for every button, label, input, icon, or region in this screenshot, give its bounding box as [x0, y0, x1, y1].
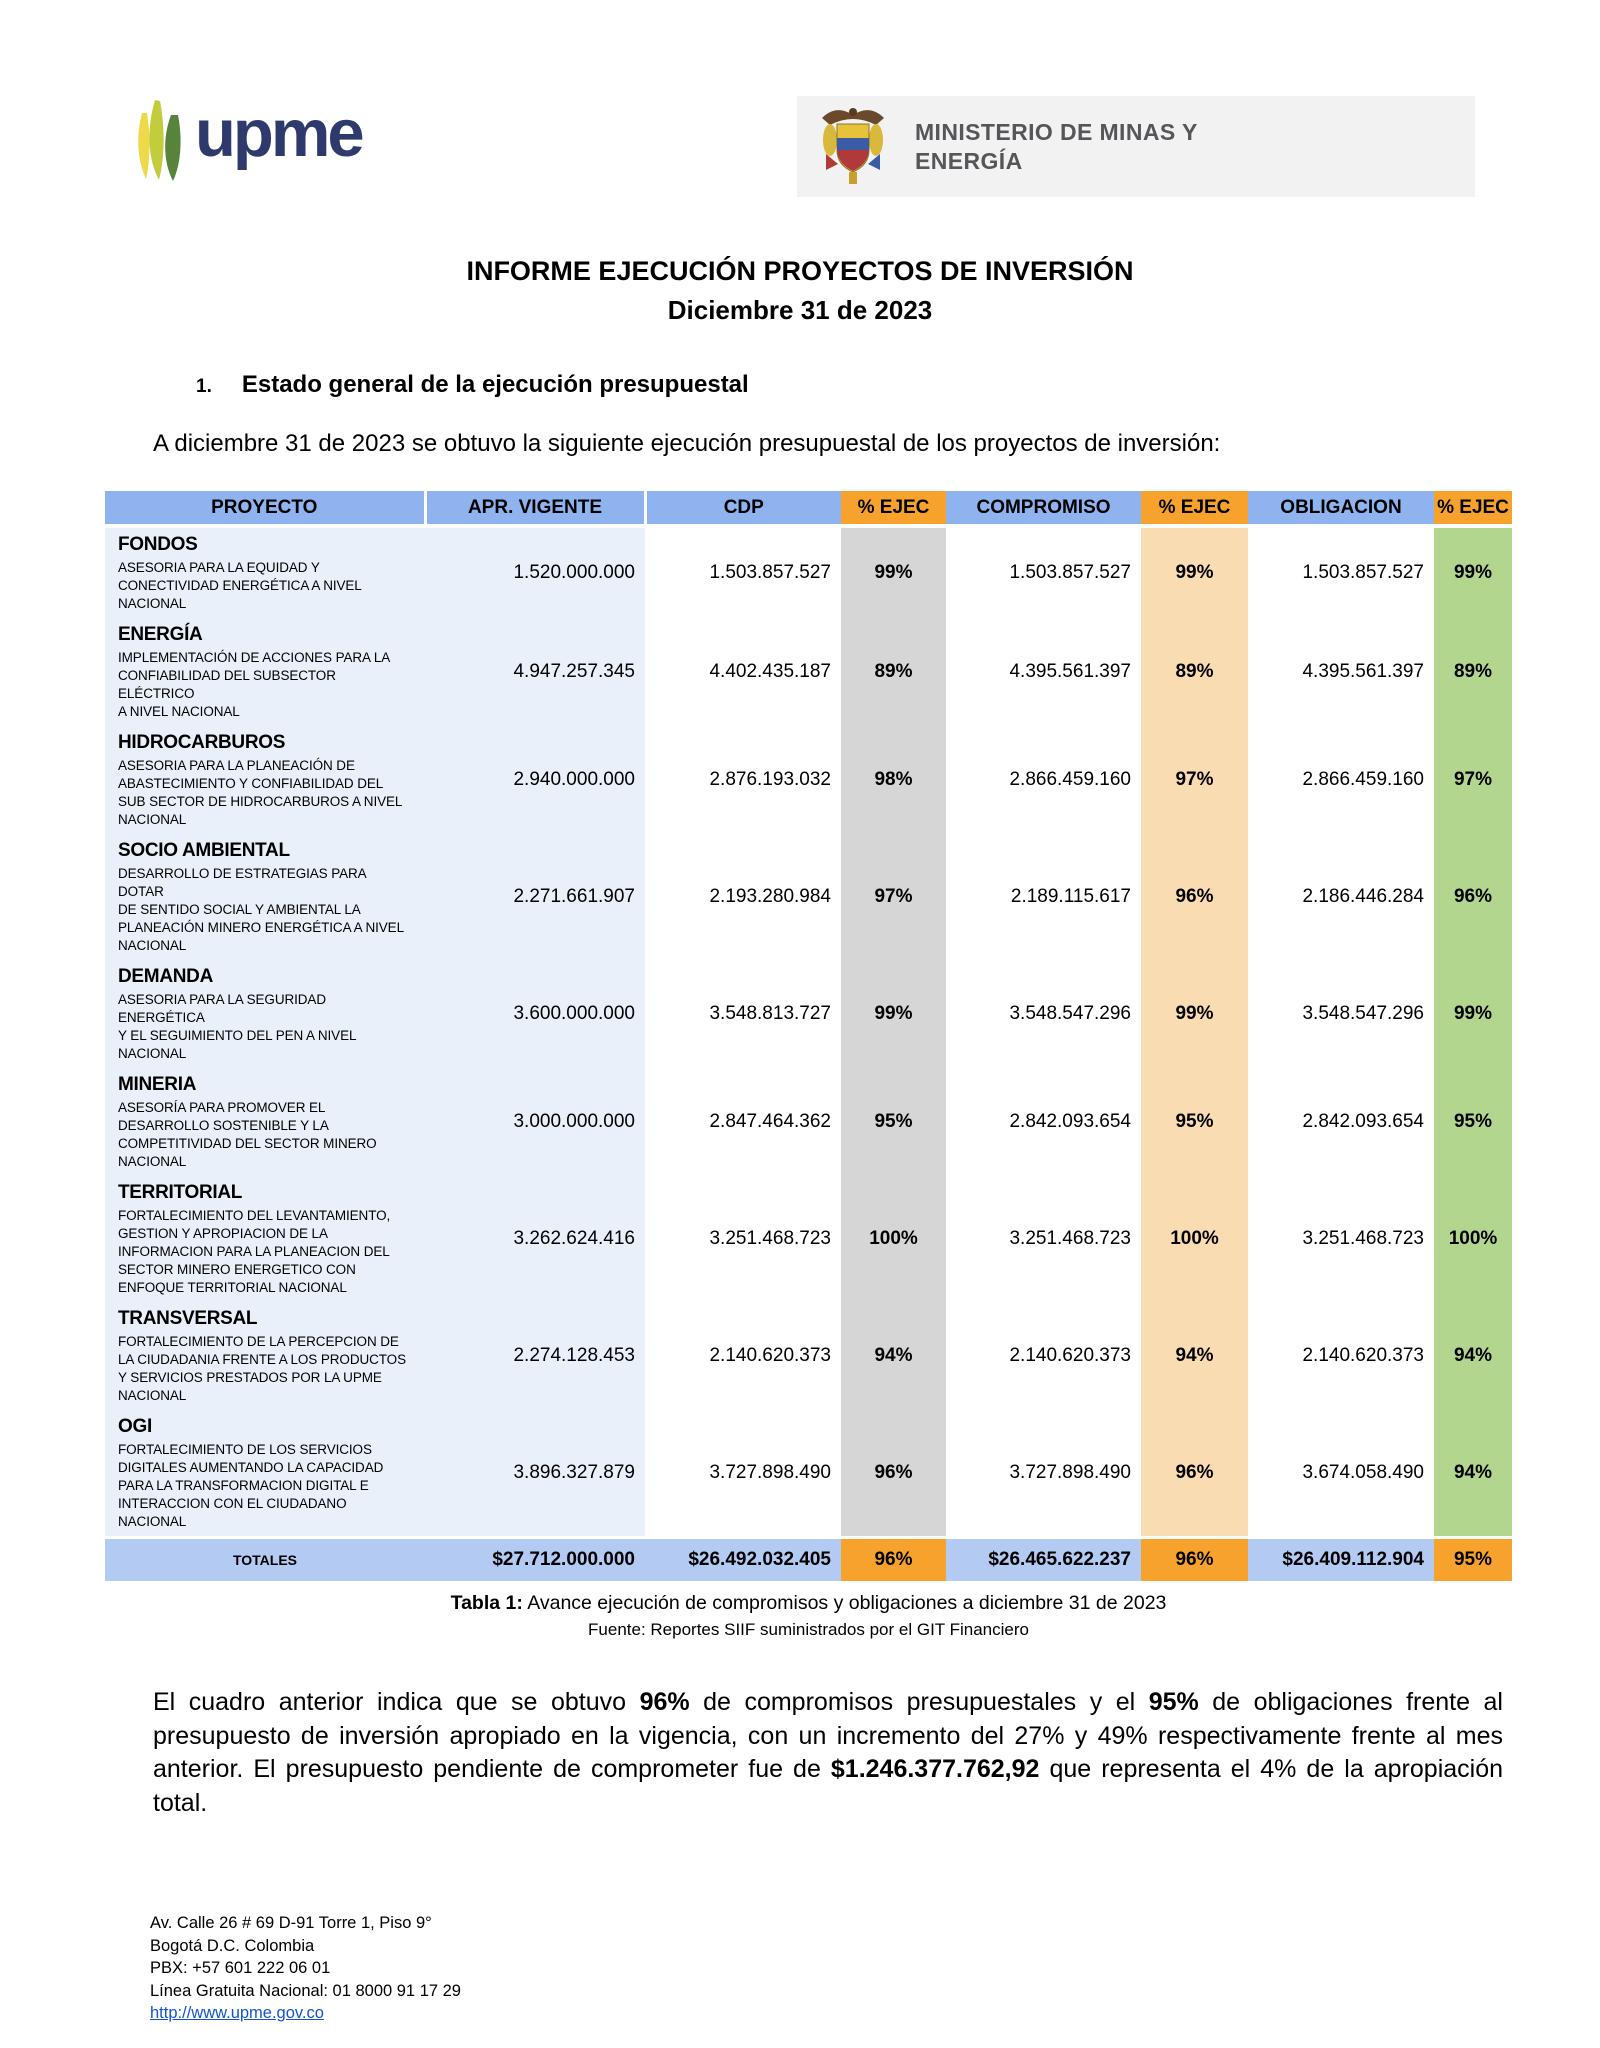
ejec-compromiso-cell: 100%: [1141, 1176, 1248, 1302]
table-caption: [105, 1592, 1512, 1640]
apr-vigente-cell: 3.000.000.000: [425, 1068, 645, 1176]
project-description: IMPLEMENTACIÓN DE ACCIONES PARA LA CONFIABILIDAD DEL SUBSECTOR ELÉCTRICO A NIVEL NACIONAL: [118, 650, 391, 719]
col-header-compromiso: COMPROMISO: [946, 491, 1141, 526]
page-header: [0, 0, 1600, 200]
footer-address: Av. Calle 26 # 69 D-91 Torre 1, Piso 9°: [150, 1914, 432, 1932]
apr-vigente-cell: 2.940.000.000: [425, 726, 645, 834]
totals-ejec-cdp: 96%: [841, 1538, 946, 1582]
apr-vigente-cell: 4.947.257.345: [425, 618, 645, 726]
ejec-compromiso-cell: 97%: [1141, 726, 1248, 834]
apr-vigente-cell: 1.520.000.000: [425, 526, 645, 618]
compromiso-cell: 2.866.459.160: [946, 726, 1141, 834]
project-cell: [105, 960, 425, 1068]
col-header-obligacion: OBLIGACION: [1248, 491, 1434, 526]
project-row: [105, 526, 1512, 618]
project-row: [105, 1176, 1512, 1302]
project-description: FORTALECIMIENTO DE LOS SERVICIOS DIGITALES AUMENTANDO LA CAPACIDAD PARA LA TRANSFORMACION DIGITAL E INTERACCION CON EL CIUDADANO NACIONAL: [118, 1442, 384, 1529]
project-category: TRANSVERSAL: [118, 1308, 258, 1329]
project-description: FORTALECIMIENTO DEL LEVANTAMIENTO, GESTION Y APROPIACION DE LA INFORMACION PARA LA PLANEACION DEL SECTOR MINERO ENERGETICO CON ENFOQUE TERRITORIAL NACIONAL: [118, 1208, 391, 1295]
obligacion-cell: 2.866.459.160: [1248, 726, 1434, 834]
upme-leaf-icon: [133, 86, 191, 188]
project-row: [105, 960, 1512, 1068]
project-category: HIDROCARBUROS: [118, 732, 286, 753]
project-description: ASESORIA PARA LA EQUIDAD Y CONECTIVIDAD ENERGÉTICA A NIVEL NACIONAL: [118, 560, 362, 611]
ejec-cdp-cell: 99%: [841, 960, 946, 1068]
project-category: ENERGÍA: [118, 624, 203, 645]
project-cell: [105, 1176, 425, 1302]
obligacion-cell: 2.842.093.654: [1248, 1068, 1434, 1176]
project-description: FORTALECIMIENTO DE LA PERCEPCION DE LA CIUDADANIA FRENTE A LOS PRODUCTOS Y SERVICIOS PRESTADOS POR LA UPME NACIONAL: [118, 1334, 406, 1403]
footer-hotline: Línea Gratuita Nacional: 01 8000 91 17 29: [150, 1981, 461, 2000]
project-category: TERRITORIAL: [118, 1182, 243, 1203]
ejec-obligacion-cell: 95%: [1434, 1068, 1512, 1176]
table-totals: [105, 1538, 1512, 1582]
project-cell: [105, 1410, 425, 1538]
project-category: DEMANDA: [118, 966, 214, 987]
totals-ejec-compromiso: 96%: [1141, 1538, 1248, 1582]
budget-execution-table: [105, 491, 1512, 1581]
ejec-cdp-cell: 98%: [841, 726, 946, 834]
project-row: [105, 1410, 1512, 1538]
ministry-logo-box: [797, 96, 1475, 197]
upme-website-link[interactable]: http://www.upme.gov.co: [150, 2004, 324, 2022]
project-cell: [105, 1302, 425, 1410]
totals-compromiso: $26.465.622.237: [946, 1538, 1141, 1582]
cdp-cell: 3.548.813.727: [645, 960, 841, 1068]
totals-apr-vigente: $27.712.000.000: [425, 1538, 645, 1582]
ejec-obligacion-cell: 100%: [1434, 1176, 1512, 1302]
obligacion-cell: 2.140.620.373: [1248, 1302, 1434, 1410]
compromiso-cell: 3.548.547.296: [946, 960, 1141, 1068]
ejec-compromiso-cell: 95%: [1141, 1068, 1248, 1176]
cdp-cell: 3.251.468.723: [645, 1176, 841, 1302]
closing-paragraph: El cuadro anterior indica que se obtuvo 96% de compromisos presupuestales y el 95% de obligaciones frente al presupuesto de inversión apropiado en la vigencia, con un incremento del 27% y 49% respectivamente frente al mes anterior. El presupuesto pendiente de comprometer fue de $1.246.377.762,92 que representa el 4% de la apropiación total.: [153, 1688, 1504, 1817]
table-caption-label: Tabla 1:: [450, 1592, 523, 1614]
obligacion-cell: 2.186.446.284: [1248, 834, 1434, 960]
compromiso-cell: 4.395.561.397: [946, 618, 1141, 726]
project-row: [105, 726, 1512, 834]
compromiso-cell: 2.140.620.373: [946, 1302, 1141, 1410]
project-category: MINERIA: [118, 1074, 197, 1095]
ejec-obligacion-cell: 94%: [1434, 1410, 1512, 1538]
apr-vigente-cell: 3.896.327.879: [425, 1410, 645, 1538]
project-row: [105, 834, 1512, 960]
upme-logo: [133, 86, 362, 188]
totals-obligacion: $26.409.112.904: [1248, 1538, 1434, 1582]
page-footer: [150, 1912, 1600, 2025]
colombia-coat-of-arms-icon: [818, 102, 888, 191]
ejec-cdp-cell: 95%: [841, 1068, 946, 1176]
project-cell: [105, 526, 425, 618]
ejec-obligacion-cell: 97%: [1434, 726, 1512, 834]
compromiso-cell: 3.251.468.723: [946, 1176, 1141, 1302]
footer-city: Bogotá D.C. Colombia: [150, 1936, 315, 1955]
col-header-proyecto: PROYECTO: [105, 491, 425, 526]
upme-logo-text: upme: [195, 96, 362, 171]
project-category: OGI: [118, 1416, 152, 1437]
totals-row: [105, 1538, 1512, 1582]
cdp-cell: 2.847.464.362: [645, 1068, 841, 1176]
ministry-name: MINISTERIO DE MINAS Y ENERGÍA: [915, 118, 1198, 174]
ejec-obligacion-cell: 99%: [1434, 526, 1512, 618]
project-description: ASESORIA PARA LA PLANEACIÓN DE ABASTECIMIENTO Y CONFIABILIDAD DEL SUB SECTOR DE HIDROCARBUROS A NIVEL NACIONAL: [118, 758, 403, 827]
ejec-obligacion-cell: 89%: [1434, 618, 1512, 726]
col-header-apr-vigente: APR. VIGENTE: [425, 491, 645, 526]
col-header-ejec-1: % EJEC: [841, 491, 946, 526]
project-cell: [105, 618, 425, 726]
apr-vigente-cell: 3.600.000.000: [425, 960, 645, 1068]
project-row: [105, 1068, 1512, 1176]
ejec-obligacion-cell: 94%: [1434, 1302, 1512, 1410]
ejec-cdp-cell: 96%: [841, 1410, 946, 1538]
project-cell: [105, 1068, 425, 1176]
ejec-cdp-cell: 97%: [841, 834, 946, 960]
compromiso-cell: 3.727.898.490: [946, 1410, 1141, 1538]
col-header-ejec-3: % EJEC: [1434, 491, 1512, 526]
table-caption-line: [105, 1592, 1512, 1615]
project-cell: [105, 834, 425, 960]
project-row: [105, 618, 1512, 726]
compromiso-cell: 2.842.093.654: [946, 1068, 1141, 1176]
compromiso-cell: 2.189.115.617: [946, 834, 1141, 960]
apr-vigente-cell: 2.274.128.453: [425, 1302, 645, 1410]
ejec-compromiso-cell: 99%: [1141, 526, 1248, 618]
report-title-line1: INFORME EJECUCIÓN PROYECTOS DE INVERSIÓN: [466, 256, 1134, 286]
apr-vigente-cell: 2.271.661.907: [425, 834, 645, 960]
project-category: FONDOS: [118, 534, 198, 555]
col-header-cdp: CDP: [645, 491, 841, 526]
report-title-date: Diciembre 31 de 2023: [667, 295, 933, 325]
ejec-obligacion-cell: 96%: [1434, 834, 1512, 960]
obligacion-cell: 4.395.561.397: [1248, 618, 1434, 726]
totals-label: TOTALES: [105, 1538, 425, 1582]
col-header-ejec-2: % EJEC: [1141, 491, 1248, 526]
ejec-obligacion-cell: 99%: [1434, 960, 1512, 1068]
section-number: 1.: [196, 376, 212, 397]
obligacion-cell: 3.251.468.723: [1248, 1176, 1434, 1302]
project-description: DESARROLLO DE ESTRATEGIAS PARA DOTAR DE SENTIDO SOCIAL Y AMBIENTAL LA PLANEACIÓN MINERO ENERGÉTICA A NIVEL NACIONAL: [118, 866, 404, 953]
ejec-cdp-cell: 94%: [841, 1302, 946, 1410]
table-header-row: [105, 491, 1512, 526]
project-cell: [105, 726, 425, 834]
apr-vigente-cell: 3.262.624.416: [425, 1176, 645, 1302]
totals-cdp: $26.492.032.405: [645, 1538, 841, 1582]
cdp-cell: 1.503.857.527: [645, 526, 841, 618]
project-description: ASESORIA PARA LA SEGURIDAD ENERGÉTICA Y EL SEGUIMIENTO DEL PEN A NIVEL NACIONAL: [118, 992, 357, 1061]
ejec-compromiso-cell: 99%: [1141, 960, 1248, 1068]
table-caption-text: Avance ejecución de compromisos y obligaciones a diciembre 31 de 2023: [522, 1592, 1167, 1614]
ejec-cdp-cell: 89%: [841, 618, 946, 726]
ejec-compromiso-cell: 96%: [1141, 1410, 1248, 1538]
project-description: ASESORÍA PARA PROMOVER EL DESARROLLO SOSTENIBLE Y LA COMPETITIVIDAD DEL SECTOR MINERO NACIONAL: [118, 1100, 377, 1169]
ejec-cdp-cell: 100%: [841, 1176, 946, 1302]
table-body: [105, 526, 1512, 1538]
report-title: [0, 254, 1600, 327]
obligacion-cell: 3.548.547.296: [1248, 960, 1434, 1068]
footer-pbx: PBX: +57 601 222 06 01: [150, 1959, 331, 1977]
project-category: SOCIO AMBIENTAL: [118, 840, 290, 861]
cdp-cell: 3.727.898.490: [645, 1410, 841, 1538]
cdp-cell: 2.140.620.373: [645, 1302, 841, 1410]
totals-ejec-obligacion: 95%: [1434, 1538, 1512, 1582]
project-row: [105, 1302, 1512, 1410]
section-heading-text: Estado general de la ejecución presupuestal: [241, 371, 749, 398]
ejec-compromiso-cell: 96%: [1141, 834, 1248, 960]
table-source: Fuente: Reportes SIIF suministrados por el GIT Financiero: [588, 1620, 1029, 1639]
obligacion-cell: 3.674.058.490: [1248, 1410, 1434, 1538]
compromiso-cell: 1.503.857.527: [946, 526, 1141, 618]
ejec-compromiso-cell: 94%: [1141, 1302, 1248, 1410]
ejec-cdp-cell: 99%: [841, 526, 946, 618]
obligacion-cell: 1.503.857.527: [1248, 526, 1434, 618]
intro-paragraph: A diciembre 31 de 2023 se obtuvo la siguiente ejecución presupuestal de los proyectos de inversión:: [153, 430, 1221, 457]
cdp-cell: 2.876.193.032: [645, 726, 841, 834]
section-heading: [196, 371, 1600, 399]
ejec-compromiso-cell: 89%: [1141, 618, 1248, 726]
cdp-cell: 4.402.435.187: [645, 618, 841, 726]
cdp-cell: 2.193.280.984: [645, 834, 841, 960]
